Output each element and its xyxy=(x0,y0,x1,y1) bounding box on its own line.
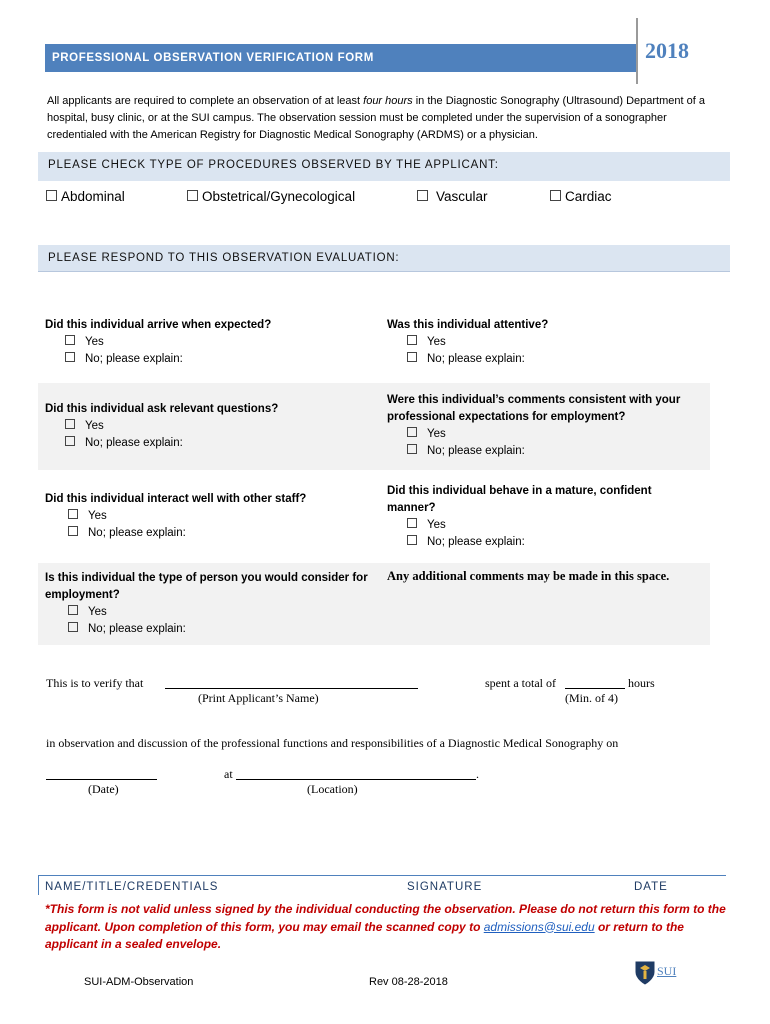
question-comments-consistent xyxy=(387,392,707,460)
checkbox-icon[interactable] xyxy=(68,622,78,632)
checkbox-icon[interactable] xyxy=(407,335,417,345)
option-label: No; please explain: xyxy=(85,353,183,365)
sui-logo-text: SUI xyxy=(657,964,677,978)
form-year: 2018 xyxy=(645,38,689,63)
option-yes[interactable] xyxy=(45,604,375,621)
applicant-name-caption: (Print Applicant’s Name) xyxy=(198,691,319,705)
question-text: Did this individual arrive when expected? xyxy=(45,319,272,331)
additional-comments-area[interactable]: Any additional comments may be made in this space. xyxy=(387,569,670,583)
option-yes[interactable] xyxy=(387,517,687,534)
procedure-label: Vascular xyxy=(436,189,488,204)
procedures-heading-bar xyxy=(38,152,730,181)
checkbox-icon[interactable] xyxy=(550,190,561,201)
question-text: Did this individual interact well with other staff? xyxy=(45,493,307,505)
option-label: No; please explain: xyxy=(85,437,183,449)
question-text: Was this individual attentive? xyxy=(387,319,549,331)
question-text: Did this individual ask relevant questions? xyxy=(45,403,279,415)
option-label: No; please explain: xyxy=(427,353,525,365)
admissions-email-link[interactable]: admissions@sui.edu xyxy=(483,919,595,934)
observation-text: in observation and discussion of the professional functions and responsibilities of a Diagnostic Medical Sonography on xyxy=(46,736,619,750)
option-no[interactable] xyxy=(45,435,278,452)
date-label: DATE xyxy=(634,881,668,893)
option-yes[interactable] xyxy=(387,426,707,443)
procedure-label: Obstetrical/Gynecological xyxy=(202,189,356,204)
location-caption: (Location) xyxy=(307,782,358,796)
date-field[interactable] xyxy=(46,779,157,780)
option-label: Yes xyxy=(85,420,104,432)
at-text: at xyxy=(224,767,233,781)
question-mature-confident xyxy=(387,483,687,551)
intro-part1: All applicants are required to complete an observation of at least xyxy=(47,95,364,107)
checkbox-icon[interactable] xyxy=(407,444,417,454)
checkbox-icon[interactable] xyxy=(417,190,428,201)
revision-date: Rev 08-28-2018 xyxy=(369,976,448,988)
form-title: PROFESSIONAL OBSERVATION VERIFICATION FORM xyxy=(52,52,374,64)
option-yes[interactable] xyxy=(387,334,548,351)
hours-text: hours xyxy=(628,676,655,690)
checkbox-icon[interactable] xyxy=(407,427,417,437)
option-no[interactable] xyxy=(45,621,375,638)
hours-field[interactable] xyxy=(565,688,625,689)
option-no[interactable] xyxy=(387,534,687,551)
intro-emphasis: four hours xyxy=(363,95,413,107)
sui-logo-icon xyxy=(634,960,656,991)
procedure-option-vascular[interactable] xyxy=(417,189,488,204)
verify-text: This is to verify that xyxy=(46,676,144,690)
note-part2: or return to the applicant in a sealed envelope. xyxy=(45,919,684,951)
checkbox-icon[interactable] xyxy=(68,605,78,615)
location-period: . xyxy=(476,767,479,781)
option-label: Yes xyxy=(427,428,446,440)
option-label: No; please explain: xyxy=(88,527,186,539)
option-no[interactable] xyxy=(45,351,271,368)
checkbox-icon[interactable] xyxy=(407,535,417,545)
question-arrive-expected xyxy=(45,317,271,368)
option-yes[interactable] xyxy=(45,418,278,435)
date-caption: (Date) xyxy=(88,782,119,796)
option-label: Yes xyxy=(427,519,446,531)
evaluation-heading-bar xyxy=(38,245,730,272)
option-label: Yes xyxy=(88,606,107,618)
question-consider-employment xyxy=(45,570,375,638)
procedure-label: Cardiac xyxy=(565,189,612,204)
checkbox-icon[interactable] xyxy=(65,436,75,446)
location-field[interactable] xyxy=(236,779,476,780)
checkbox-icon[interactable] xyxy=(407,352,417,362)
question-text: Were this individual’s comments consistent with your professional expectations for employment? xyxy=(387,394,681,423)
min-hours-caption: (Min. of 4) xyxy=(565,691,618,705)
name-title-credentials-label: NAME/TITLE/CREDENTIALS xyxy=(45,881,219,893)
form-id: SUI-ADM-Observation xyxy=(84,976,194,988)
signature-label: SIGNATURE xyxy=(407,881,483,893)
option-yes[interactable] xyxy=(45,508,306,525)
question-text: Did this individual behave in a mature, confident manner? xyxy=(387,485,652,514)
option-label: Yes xyxy=(85,336,104,348)
procedure-label: Abdominal xyxy=(61,189,125,204)
option-no[interactable] xyxy=(387,351,548,368)
checkbox-icon[interactable] xyxy=(187,190,198,201)
header-divider xyxy=(636,18,638,84)
checkbox-icon[interactable] xyxy=(65,335,75,345)
checkbox-icon[interactable] xyxy=(68,526,78,536)
option-label: Yes xyxy=(88,510,107,522)
option-label: No; please explain: xyxy=(427,445,525,457)
intro-part2: in the Diagnostic Sonography (Ultrasound) Department of a hospital, busy clinic, or at the SUI campus. The observation session must be completed under the supervision of a sonographer credentialed with the American Registry for Diagnostic Medical Sonography (ARDMS) or a physician. xyxy=(47,95,705,141)
option-label: No; please explain: xyxy=(88,623,186,635)
checkbox-icon[interactable] xyxy=(65,419,75,429)
procedure-option-cardiac[interactable] xyxy=(550,189,612,204)
validity-note xyxy=(45,901,735,954)
procedures-heading: PLEASE CHECK TYPE OF PROCEDURES OBSERVED BY THE APPLICANT: xyxy=(48,159,499,171)
question-interact-staff xyxy=(45,491,306,542)
checkbox-icon[interactable] xyxy=(46,190,57,201)
option-label: No; please explain: xyxy=(427,536,525,548)
intro-paragraph xyxy=(47,93,727,144)
signature-line-tick xyxy=(38,875,39,895)
option-no[interactable] xyxy=(45,525,306,542)
checkbox-icon[interactable] xyxy=(65,352,75,362)
applicant-name-field[interactable] xyxy=(165,688,418,689)
signature-line[interactable] xyxy=(38,875,726,876)
option-no[interactable] xyxy=(387,443,707,460)
procedure-option-obgyn[interactable] xyxy=(187,189,355,204)
question-relevant-questions xyxy=(45,401,278,452)
option-yes[interactable] xyxy=(45,334,271,351)
checkbox-icon[interactable] xyxy=(407,518,417,528)
question-attentive xyxy=(387,317,548,368)
evaluation-heading: PLEASE RESPOND TO THIS OBSERVATION EVALUATION: xyxy=(48,252,400,264)
spent-text: spent a total of xyxy=(485,676,556,690)
question-text: Is this individual the type of person you would consider for employment? xyxy=(45,572,368,601)
checkbox-icon[interactable] xyxy=(68,509,78,519)
note-part1: *This form is not valid unless signed by the individual conducting the observation. Please do not return this form to the applicant. Upon completion of this form, you may email the scanned copy to xyxy=(45,902,726,934)
procedure-option-abdominal[interactable] xyxy=(46,189,125,204)
option-label: Yes xyxy=(427,336,446,348)
form-title-bar xyxy=(45,44,637,72)
